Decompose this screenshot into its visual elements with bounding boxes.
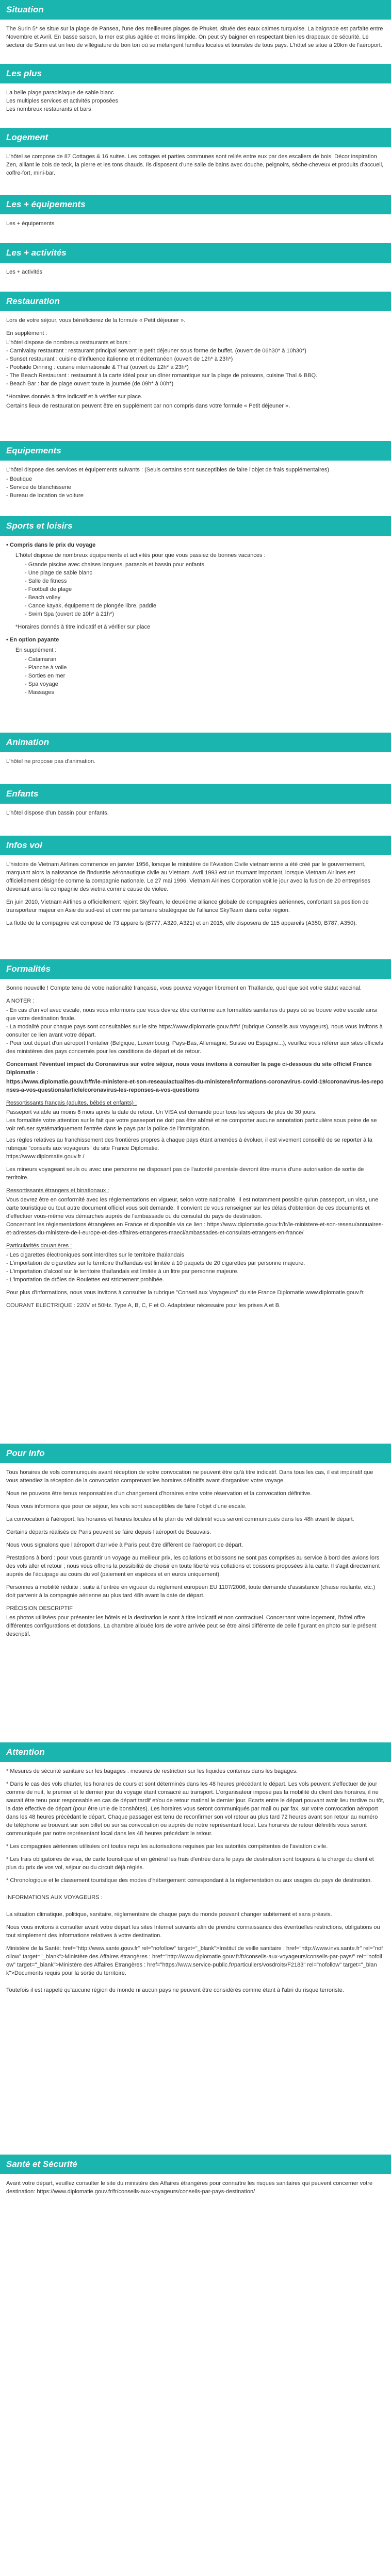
- section-restauration: [0, 292, 391, 441]
- sports-option-item: - Catamaran: [25, 656, 57, 663]
- animation-text: L'hôtel ne propose pas d'animation.: [6, 758, 95, 765]
- section-body-formalites: [0, 979, 391, 1444]
- section-title-equipements: Equipements: [0, 441, 391, 461]
- formalites-fr-link[interactable]: https://www.diplomatie.gouv.fr /: [6, 1154, 85, 1160]
- section-body-sante: [0, 2174, 391, 2207]
- plus-item: La belle plage paradisiaque de sable blanc: [6, 90, 114, 96]
- formalites-note-item: - En cas d'un vol avec escale, nous vous informons que vous devrez être conforme aux formalités sanitaires du pays où se trouve votre escale ainsi que votre destination finale.: [6, 1007, 378, 1022]
- logement-text: L'hôtel se compose de 87 Cottages & 16 suites. Les cottages et parties communes sont reliés entre eux par des escaliers de bois. Décor inspiration Zen, alliant le bois de teck, la pierre et les tons chauds. Ils disposent d'une salle de bains avec douche, peignoirs, sèche-cheveux et produits d'accueil, coffre-fort, mini-bar.: [6, 154, 384, 176]
- attention-line: La situation climatique, politique, sanitaire, réglementaire de chaque pays du monde pouvant changer subitement et sans préavis.: [6, 1911, 332, 1918]
- section-body-animation: [0, 752, 391, 784]
- sports-compris-block: [6, 551, 385, 631]
- formalites-coronavirus: Concernant l'éventuel impact du Coronavirus sur votre séjour, nous vous invitons à consulter la page ci-dessous du site officiel France Diplomatie :: [6, 1061, 372, 1076]
- sports-option-block: [6, 646, 385, 697]
- equipements-item: - Bureau de location de voiture: [6, 493, 84, 499]
- formalites-note-list: [6, 1006, 385, 1056]
- section-enfants: [0, 784, 391, 836]
- section-title-activites-plus: Les + activités: [0, 243, 391, 263]
- section-plus: [0, 64, 391, 128]
- equipements-list: [6, 475, 385, 500]
- section-body-situation: [0, 20, 391, 64]
- section-activites-plus: [0, 243, 391, 292]
- section-body-attention: [0, 1762, 391, 2155]
- section-attention: [0, 1742, 391, 2155]
- sports-option-item: - Sorties en mer: [25, 673, 66, 679]
- restauration-subintro: En supplément :: [6, 330, 47, 336]
- restauration-list: [6, 338, 385, 388]
- section-body-equipements: [0, 461, 391, 516]
- section-title-equipements-plus: Les + équipements: [0, 195, 391, 214]
- section-body-enfants: [0, 804, 391, 836]
- section-body-equipements-plus: [0, 214, 391, 243]
- infos-flotte: La flotte de la compagnie est composé de 73 appareils (B777, A320, A321) et en 2015, elle disposera de 115 appareils (A350, B787, A350).: [6, 920, 357, 926]
- pour-info-line: Nous vous informons que pour ce séjour, les vols sont susceptibles de faire l'objet d'une escale.: [6, 1503, 247, 1510]
- section-title-logement: Logement: [0, 128, 391, 147]
- section-situation: [0, 0, 391, 64]
- sports-option-item: - Planche à voile: [25, 665, 67, 671]
- sante-text: Avant votre départ, veuillez consulter le site du ministère des Affaires étrangères pour connaître les risques sanitaires qui peuvent concerner votre destination: https://www.diplomatie.gouv.fr/fr/conseils-aux-voyageurs/conseils-par-pays-destination/: [6, 2180, 373, 2195]
- section-title-animation: Animation: [0, 733, 391, 752]
- equipements-item: - Boutique: [6, 476, 32, 482]
- section-title-plus: Les plus: [0, 64, 391, 83]
- infos-skyteam: En juin 2010, Vietnam Airlines a officiellement rejoint SkyTeam, le deuxième alliance globale de compagnies aériennes, confortant sa position de transporteur majeur en Asie du sud-est et comme partenaire stratégique de l'alliance SkyTeam dans cette région.: [6, 899, 369, 913]
- section-sante: [0, 2155, 391, 2207]
- restauration-item: - Poolside Dinning : cuisine internationale & Thaï (ouvert de 12h* à 23h*): [6, 364, 189, 370]
- situation-text: The Surin 5* se situe sur la plage de Pansea, l'une des meilleures plages de Phuket, située des eaux calmes turquoise. La baignade est parfaite entre Novembre et Avril. En basse saison, la mer est plus agitée et moins limpide. On peut s'y baigner en respectant bien les drapeaux de sécurité. Le secteur de Surin est un lieu de villégiature de bon ton où se mélangent familles locales et touristes de tous pays. L'hôtel se situe à 20km de l'aéroport.: [6, 26, 383, 48]
- formalites-fr-item: Les formalités votre attention sur le fait que votre passeport ne doit pas être abîmé et ne comporter aucune annotation particulière sous peine de se voir refuser systématiquement l'entrée dans le pays par la police de l'immigration.: [6, 1117, 377, 1132]
- attention-line: * Les compagnies aériennes utilisées ont toutes reçu les autorisations requises par les autorités compétentes de l'aviation civile.: [6, 1843, 328, 1850]
- plus-item: Les nombreux restaurants et bars: [6, 106, 91, 112]
- formalites-douanes-item: - L'importation de drôles de Roulettes est strictement prohibée.: [6, 1277, 164, 1283]
- section-formalites: [0, 959, 391, 1444]
- formalites-douanes-title: Particularités douanières :: [6, 1243, 72, 1249]
- section-title-formalites: Formalités: [0, 959, 391, 979]
- section-sports: [0, 516, 391, 733]
- section-animation: [0, 733, 391, 784]
- pour-info-line: Nous vous signalons que l'aéroport d'arrivée à Paris peut être différent de l'aéroport de départ.: [6, 1542, 243, 1548]
- restauration-item: - The Beach Restaurant : restaurant à la carte idéal pour un dîner romantique sur la plage de poissons, cuisine Thaï & BBQ.: [6, 372, 318, 379]
- section-title-attention: Attention: [0, 1742, 391, 1762]
- formalites-fr-title: Ressortissants français (adultes, bébés et enfants) :: [6, 1100, 137, 1106]
- restauration-item: - Beach Bar : bar de plage ouvert toute la journée (de 09h* à 00h*): [6, 381, 174, 387]
- infos-history: L'histoire de Vietnam Airlines commence en janvier 1956, lorsque le ministère de l'Aviation Civile vietnamienne a été créé par le gouvernement, marquant alors la naissance de l'industrie aéronautique civile au Vietnam. Avril 1993 est un tournant important, lorsque Vietnam Airlines est officiellement désignée comme la compagnie nationale. Le 27 mai 1996, Vietnam Airlines Corporation voit le jour avec la fusion de 20 entreprises devenant ainsi la compagnie des vietna comme cause de violee.: [6, 861, 370, 892]
- sports-option-label-text: En option payante: [9, 637, 59, 643]
- restauration-item: - Sunset restaurant : cuisine d'influence italienne et méditerranéen (ouvert de 12h* à 23h*): [6, 356, 233, 362]
- attention-line: * Dans le cas des vols charter, les horaires de cours et sont déterminés dans les 48 heures précédant le départ. Les vols peuvent s'effectuer de jour comme de nuit, le premier et le dernier jour du voyage étant consacré au transport. L'organisateur impose pas la mobilité du client des horaires, il ne saurait être tenu pour responsable en cas de départ tardif et/ou de retour matinal le dernier jour. Ecarts entre le départ pouvant avoir lieu tardive ou tôt, la date effective de départ (pour être unie de bonshôtes). Les horaires vous seront communiqués par mail ou par fax, sur votre convocation aéroport dans les 48 heures précédant le départ. Chaque passager est tenu de reconfirmer son vol retour au plus tard 72 heures avant son retour au numéro de téléphone se trouvant sur son billet ou sur sa convocation ou auprès de notre représentant local. Les horaires de retour définitifs vous seront communiqués par notre représentant local dans les 48 heures précédant le retour.: [6, 1781, 385, 1837]
- attention-line: * Mesures de sécurité sanitaire sur les bagages : mesures de restriction sur les liquides contenus dans les bagages.: [6, 1768, 298, 1774]
- formalites-intro: Bonne nouvelle ! Compte tenu de votre nationalité française, vous pouvez voyager librement en Thaïlande, quel que soit votre statut vaccinal.: [6, 985, 362, 991]
- section-title-sante: Santé et Sécurité: [0, 2155, 391, 2174]
- pour-info-precision-title: PRÉCISION DESCRIPTIF: [6, 1605, 73, 1612]
- section-title-situation: Situation: [0, 0, 391, 20]
- pour-info-line: Les photos utilisées pour présenter les hôtels et la destination le sont à titre indicatif et non contractuel. Concernant votre logement, l'hôtel offre différentes configurations et dotations. La chambre allouée lors de votre arrivée peut se être ainsi différente de celle figurant en photo sur le présent descriptif.: [6, 1615, 377, 1637]
- sports-option-label: • En option payante: [6, 637, 59, 643]
- section-body-logement: [0, 147, 391, 195]
- plus-list: [6, 89, 385, 113]
- section-body-plus: [0, 83, 391, 128]
- formalites-note-item: - La modalité pour chaque pays sont consultables sur le site https://www.diplomatie.gouv.fr/fr/ (rubrique Conseils aux voyageurs), nous vous invitons à consulter ce lien avant votre départ.: [6, 1024, 383, 1038]
- section-logement: [0, 128, 391, 195]
- sports-compris-item: - Swim Spa (ouvert de 10h* à 21h*): [25, 611, 115, 617]
- sports-compris-note: *Horaires donnés à titre indicatif et à vérifier sur place: [15, 624, 151, 630]
- formalites-fr-item: Passeport valable au moins 6 mois après la date de retour. Un VISA est demandé pour tous les séjours de plus de 30 jours.: [6, 1109, 317, 1115]
- sports-option-item: - Massages: [25, 689, 54, 696]
- attention-voyageurs-title: INFORMATIONS AUX VOYAGEURS :: [6, 1894, 103, 1901]
- formalites-etr-item: Concernant les réglementations étrangères en France et disponible via ce lien : https://www.diplomatie.gouv.fr/fr/le-ministere-et-son-reseau/annuaires-et-adresses-du-ministere-de-l-europe-et-des-affaires-etrangeres-maeci/ambassades-et-consulats-etrangers-en-france/: [6, 1222, 384, 1236]
- restauration-note-hours: *Horaires donnés à titre indicatif et à vérifier sur place.: [6, 394, 143, 400]
- formalites-mineurs: Les mineurs voyageant seuls ou avec une personne ne disposant pas de l'autorité parentale devront être munis d'une autorisation de sortie de territoire.: [6, 1166, 364, 1181]
- section-body-activites-plus: [0, 263, 391, 292]
- formalites-etr-item: Vous devrez être en conformité avec les réglementations en vigueur, selon votre nationalité. Il est notamment possible qu'un passeport, un visa, une carte touristique ou tout autre document officiel vous soit demandé. Il convient de vous renseigner sur les délais d'obtention de ces documents et d'effectuer vous-même vos démarches auprès de l'ambassade ou du consulat du pays de destination.: [6, 1197, 379, 1219]
- formalites-douanes-item: - L'importation de cigarettes sur le territoire thaïlandais est limitée à 10 paquets de 20 cigarettes par personne majeure.: [6, 1260, 305, 1266]
- section-equipements: [0, 441, 391, 516]
- section-body-pour-info: [0, 1463, 391, 1742]
- restauration-item: L'hôtel dispose de nombreux restaurants et bars :: [6, 340, 131, 346]
- plus-item: Les multiples services et activités proposées: [6, 98, 119, 104]
- formalites-etr-list: [6, 1196, 385, 1237]
- sports-compris-item: - Football de plage: [25, 586, 72, 592]
- section-title-pour-info: Pour info: [0, 1444, 391, 1463]
- pour-info-line: Prestations à bord : pour vous garantir un voyage au meilleur prix, les collations et boissons ne sont pas comprises au service à bord des avions lors des vols aller et retour ; nous vous offrons la possibilité de choisir en toute liberté vos collations et boissons proposées à la carte. Il s'agit directement auprès de l'équipage au cours du vol (paiement en espèces et en euros uniquement).: [6, 1555, 380, 1578]
- section-infos-vol: [0, 836, 391, 959]
- formalites-douanes-note: Pour plus d'informations, nous vous invitons à consulter la rubrique "Conseil aux Voyageurs" du site France Diplomatie www.diplomatie.gouv.fr: [6, 1290, 364, 1296]
- equipements-item: - Service de blanchisserie: [6, 484, 71, 490]
- sports-compris-item: - Beach volley: [25, 595, 61, 601]
- formalites-fr-item: Les règles relatives au franchissement des frontières propres à chaque pays étant amenées à évoluer, il est vivement conseillé de se reporter à la rubrique "conseils aux voyageurs" du site France Diplomatie.: [6, 1137, 372, 1151]
- sports-option-list: [15, 655, 385, 697]
- pour-info-line: Tous horaires de vols communiqués avant réception de votre convocation ne peuvent être qu'à titre indicatif. Dans tous les cas, il est impératif que vous attendiez la réception de la convocation comprenant les horaires définitifs avant d'organiser votre voyage.: [6, 1469, 373, 1484]
- formalites-courant: COURANT ELECTRIQUE : 220V et 50Hz. Type A, B, C, F et O. Adaptateur nécessaire pour les prises A et B.: [6, 1302, 281, 1309]
- section-title-restauration: Restauration: [0, 292, 391, 311]
- restauration-note-supplement: Certains lieux de restauration peuvent être en supplément car non compris dans votre formule « Petit déjeuner ».: [6, 403, 290, 409]
- attention-spacer: [6, 1906, 385, 1910]
- attention-line: * Chronologique et le classement touristique des modes d'hébergement correspondant à la réglementation ou aux usages du pays de destination.: [6, 1877, 372, 1884]
- section-body-infos-vol: [0, 855, 391, 959]
- section-title-sports: Sports et loisirs: [0, 516, 391, 536]
- formalites-coronavirus-link[interactable]: https://www.diplomatie.gouv.fr/fr/le-ministere-et-son-reseau/actualites-du-ministere/informations-coronavirus-covid-19/coronavirus-les-reponses-a-vos-questions/article/coronavirus-les-reponses-a-vos-questions: [6, 1079, 384, 1093]
- sports-compris-item: - Canoe kayak, équipement de plongée libre, paddle: [25, 603, 157, 609]
- equipements-plus-text: Les + équipements: [6, 221, 55, 227]
- pour-info-line: La convocation à l'aéroport, les horaires et heures locales et le plan de vol définitif vous seront communiqués dans les 48h avant le départ.: [6, 1516, 354, 1522]
- attention-line: Toutefois il est rappelé qu'aucune région du monde ni aucun pays ne peuvent être considérés comme étant à l'abri du risque terroriste.: [6, 1987, 344, 1993]
- sports-compris-item: - Salle de fitness: [25, 578, 67, 584]
- attention-spacer: [6, 1889, 385, 1893]
- equipements-intro: L'hôtel dispose des services et équipements suivants : (Seuls certains sont susceptibles de faire l'objet de frais supplémentaires): [6, 467, 330, 473]
- sports-compris-list: [15, 561, 385, 618]
- formalites-fr-list: [6, 1108, 385, 1161]
- restauration-item: - Carnivalay restaurant : restaurant principal servant le petit déjeuner sous forme de buffet, (ouvert de 06h30* à 10h30*): [6, 348, 306, 354]
- section-body-sports: [0, 536, 391, 733]
- attention-line: * Les frais obligatoires de visa, de carte touristique et en général les frais d'entrée dans le pays de destination sont toujours à la charge du client et plus du prix de vos vol, séjour ou du circuit déjà réglés.: [6, 1856, 374, 1871]
- formalites-douanes-item: - Les cigarettes électroniques sont interdites sur le territoire thaïlandais: [6, 1252, 184, 1258]
- formalites-etr-title: Ressortissants étrangers et binationaux :: [6, 1188, 109, 1194]
- activites-plus-text: Les + activités: [6, 269, 43, 275]
- sports-option-intro: En supplément :: [15, 647, 57, 653]
- attention-links[interactable]: Ministère de la Santé: href="http://www.sante.gouv.fr" rel="nofollow" target="_blank">Institut de veille sanitaire : href="http://www.invs.sante.fr" rel="nofollow" target="_blank">Ministère des Affaires étrangères : href="http://www.diplomatie.gouv.fr/fr/conseils-aux-voyageurs/conseils-par-pays/" rel="nofollow" target="_blank">Ministère des Affaires Etrangères : href="https://www.service-public.fr/particuliers/vosdroits/F2183" rel="nofollow" target="_blank">Documents requis pour la sortie du territoire.: [6, 1945, 383, 1976]
- pour-info-line: Nous ne pouvons être tenus responsables d'un changement d'horaires entre votre réservation et la convocation définitive.: [6, 1490, 312, 1497]
- formalites-douanes-item: - L'importation d'alcool sur le territoire thaïlandais est limitée à un litre par personne majeure.: [6, 1268, 239, 1275]
- enfants-text: L'hôtel dispose d'un bassin pour enfants.: [6, 810, 109, 816]
- formalites-note-item: - Pour tout départ d'un aéroport frontalier (Belgique, Luxembourg, Pays-Bas, Allemagne, Suisse ou Espagne...), veuillez vous référer aux sites officiels des ministères des pays concernés pour les conditions de départ et de retour.: [6, 1040, 383, 1055]
- sports-compris-intro: L'hôtel dispose de nombreux équipements et activités pour que vous passiez de bonnes vacances :: [15, 552, 266, 558]
- restauration-intro: Lors de votre séjour, vous bénéficierez de la formule « Petit déjeuner ».: [6, 317, 186, 324]
- sports-compris-item: - Grande piscine avec chaises longues, parasols et bassin pour enfants: [25, 562, 204, 568]
- section-pour-info: [0, 1444, 391, 1742]
- attention-line: Nous vous invitons à consulter avant votre départ les sites Internet suivants afin de prendre connaissance des éventuelles restrictions, obligations ou tout simplement des informations relatives à votre destination.: [6, 1924, 380, 1939]
- pour-info-line: Personnes à mobilité réduite : suite à l'entrée en vigueur du règlement européen EU 1107/2006, toute demande d'assistance (chaise roulante, etc.) doit parvenir à la compagnie aérienne au plus tard 48h avant la date de départ.: [6, 1584, 376, 1599]
- formalites-note-label: A NOTER :: [6, 998, 35, 1004]
- section-body-restauration: [0, 311, 391, 441]
- sports-compris-label: • Compris dans le prix du voyage: [6, 542, 96, 548]
- section-title-infos-vol: Infos vol: [0, 836, 391, 855]
- attention-spacer: [6, 1982, 385, 1986]
- sports-option-item: - Spa voyage: [25, 681, 58, 687]
- section-title-enfants: Enfants: [0, 784, 391, 804]
- sports-compris-item: - Une plage de sable blanc: [25, 570, 92, 576]
- section-equipements-plus: [0, 195, 391, 243]
- formalites-douanes-list: [6, 1251, 385, 1284]
- pour-info-line: Certains départs réalisés de Paris peuvent se faire depuis l'aéroport de Beauvais.: [6, 1529, 211, 1535]
- sports-compris-label-text: Compris dans le prix du voyage: [9, 542, 96, 548]
